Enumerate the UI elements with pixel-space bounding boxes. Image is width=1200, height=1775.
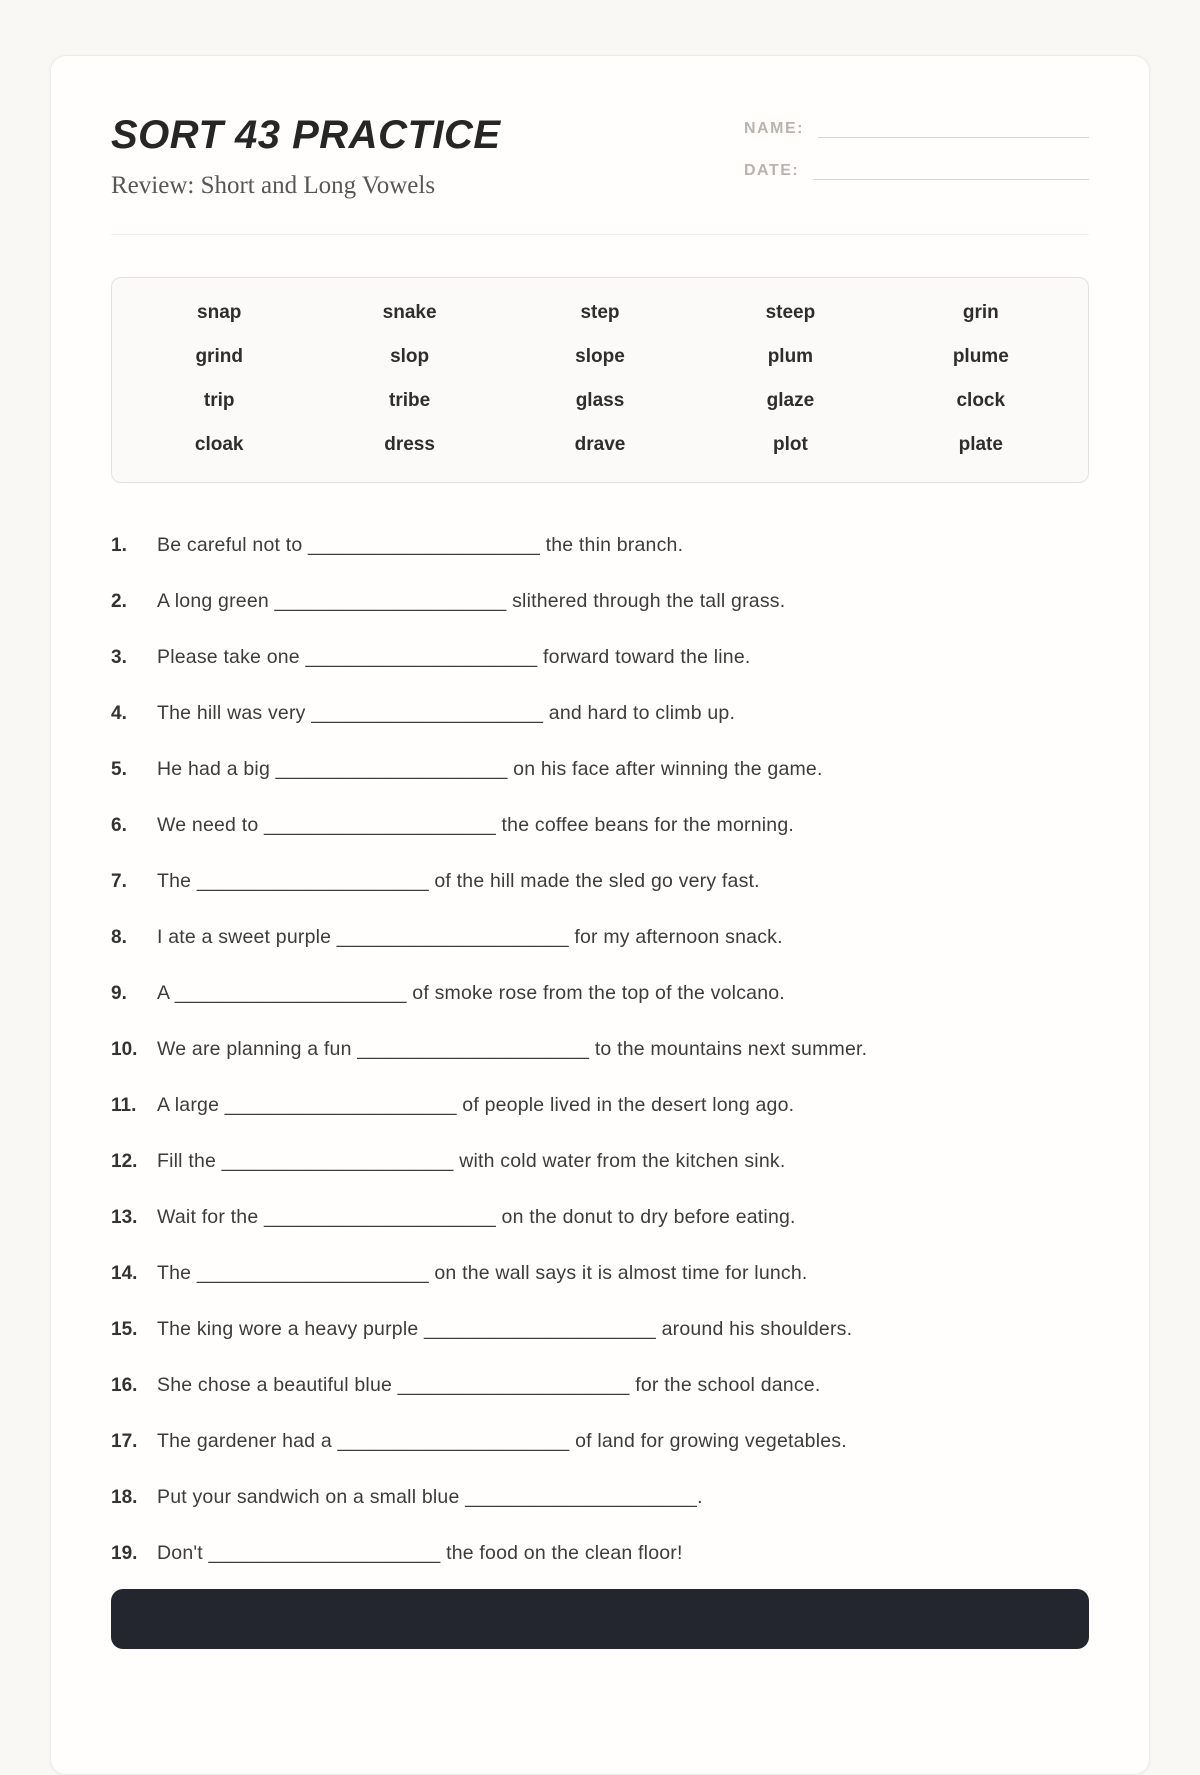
question-row — [111, 1093, 1089, 1118]
question-number: 16. — [111, 1375, 138, 1396]
question-text: Don't _____________________ the food on the clean floor! — [157, 1542, 683, 1564]
page-subtitle: Review: Short and Long Vowels — [111, 172, 436, 199]
question-number: 10. — [111, 1039, 138, 1060]
question-row — [111, 925, 1089, 950]
question-number: 9. — [111, 983, 127, 1004]
word-bank-word: step — [580, 302, 620, 323]
word-bank-word: glaze — [766, 390, 815, 411]
word-bank-word: plume — [952, 346, 1009, 367]
question-row — [111, 1317, 1089, 1342]
question-number: 7. — [111, 871, 127, 892]
word-bank-word: steep — [765, 302, 816, 323]
question-text: The gardener had a _____________________ of land for growing vegetables. — [157, 1430, 847, 1452]
question-row — [111, 1485, 1089, 1510]
question-text: Wait for the _____________________ on the donut to dry before eating. — [157, 1206, 796, 1228]
word-bank-word: plate — [958, 434, 1003, 455]
worksheet-header — [111, 114, 1089, 202]
word-bank-word: cloak — [194, 434, 244, 455]
question-row — [111, 757, 1089, 782]
question-text: The hill was very _____________________ and hard to climb up. — [157, 702, 736, 724]
name-row — [744, 118, 1089, 138]
question-number: 12. — [111, 1151, 138, 1172]
word-bank-word: plum — [767, 346, 814, 367]
question-text: We need to _____________________ the coffee beans for the morning. — [157, 814, 794, 836]
word-bank-word: plot — [772, 434, 808, 455]
question-text: Fill the _____________________ with cold water from the kitchen sink. — [157, 1150, 786, 1172]
question-row — [111, 533, 1089, 558]
question-number: 19. — [111, 1543, 138, 1564]
word-bank-word: grind — [195, 346, 243, 367]
question-text: A _____________________ of smoke rose from the top of the volcano. — [157, 982, 785, 1004]
word-bank-word: snap — [197, 302, 242, 323]
question-text: We are planning a fun _____________________ to the mountains next summer. — [157, 1038, 868, 1060]
question-number: 2. — [111, 591, 127, 612]
question-text: He had a big _____________________ on his face after winning the game. — [157, 758, 823, 780]
question-text: Put your sandwich on a small blue _____________________. — [157, 1486, 703, 1508]
question-number: 8. — [111, 927, 127, 948]
header-titles — [111, 114, 501, 200]
date-label: DATE: — [744, 162, 800, 179]
word-bank-word: clock — [956, 390, 1006, 411]
word-bank-word: snake — [382, 302, 437, 323]
question-number: 4. — [111, 703, 127, 724]
question-list — [111, 533, 1089, 1566]
question-row — [111, 1149, 1089, 1174]
word-bank-word: dress — [384, 434, 435, 455]
word-bank-word: drave — [574, 434, 626, 455]
question-row — [111, 1261, 1089, 1286]
question-row — [111, 645, 1089, 670]
question-number: 13. — [111, 1207, 138, 1228]
question-row — [111, 813, 1089, 838]
question-number: 1. — [111, 535, 127, 556]
date-blank-line — [813, 160, 1089, 180]
word-bank-word: trip — [203, 390, 235, 411]
word-bank-word: grin — [962, 302, 999, 323]
name-blank-line — [818, 118, 1089, 138]
question-row — [111, 1205, 1089, 1230]
question-text: The _____________________ of the hill made the sled go very fast. — [157, 870, 760, 892]
question-row — [111, 589, 1089, 614]
name-date-block — [744, 114, 1089, 202]
page-title: SORT 43 PRACTICE — [111, 113, 501, 157]
question-row — [111, 1541, 1089, 1566]
question-text: Be careful not to _____________________ the thin branch. — [157, 534, 684, 556]
question-text: A long green _____________________ slithered through the tall grass. — [157, 590, 786, 612]
question-number: 5. — [111, 759, 127, 780]
word-bank-word: glass — [575, 390, 625, 411]
question-text: She chose a beautiful blue _____________________ for the school dance. — [157, 1374, 821, 1396]
footer-bar — [111, 1589, 1089, 1649]
question-number: 15. — [111, 1319, 138, 1340]
question-text: A large _____________________ of people lived in the desert long ago. — [157, 1094, 795, 1116]
question-number: 18. — [111, 1487, 138, 1508]
question-text: I ate a sweet purple _____________________ for my afternoon snack. — [157, 926, 783, 948]
question-number: 11. — [111, 1095, 137, 1116]
word-bank-word: tribe — [389, 390, 431, 411]
question-number: 3. — [111, 647, 127, 668]
question-row — [111, 981, 1089, 1006]
date-row — [744, 160, 1089, 180]
question-text: The _____________________ on the wall says it is almost time for lunch. — [157, 1262, 808, 1284]
word-bank-word: slop — [390, 346, 430, 367]
question-row — [111, 869, 1089, 894]
question-text: The king wore a heavy purple _____________________ around his shoulders. — [157, 1318, 853, 1340]
worksheet-page — [50, 55, 1150, 1775]
word-bank-word: slope — [575, 346, 625, 367]
question-number: 17. — [111, 1431, 138, 1452]
header-divider — [111, 234, 1089, 235]
question-row — [111, 1037, 1089, 1062]
question-text: Please take one _____________________ forward toward the line. — [157, 646, 751, 668]
question-number: 14. — [111, 1263, 138, 1284]
question-row — [111, 1429, 1089, 1454]
name-label: NAME: — [744, 120, 804, 137]
question-row — [111, 1373, 1089, 1398]
question-row — [111, 701, 1089, 726]
question-number: 6. — [111, 815, 127, 836]
word-bank — [111, 277, 1089, 483]
